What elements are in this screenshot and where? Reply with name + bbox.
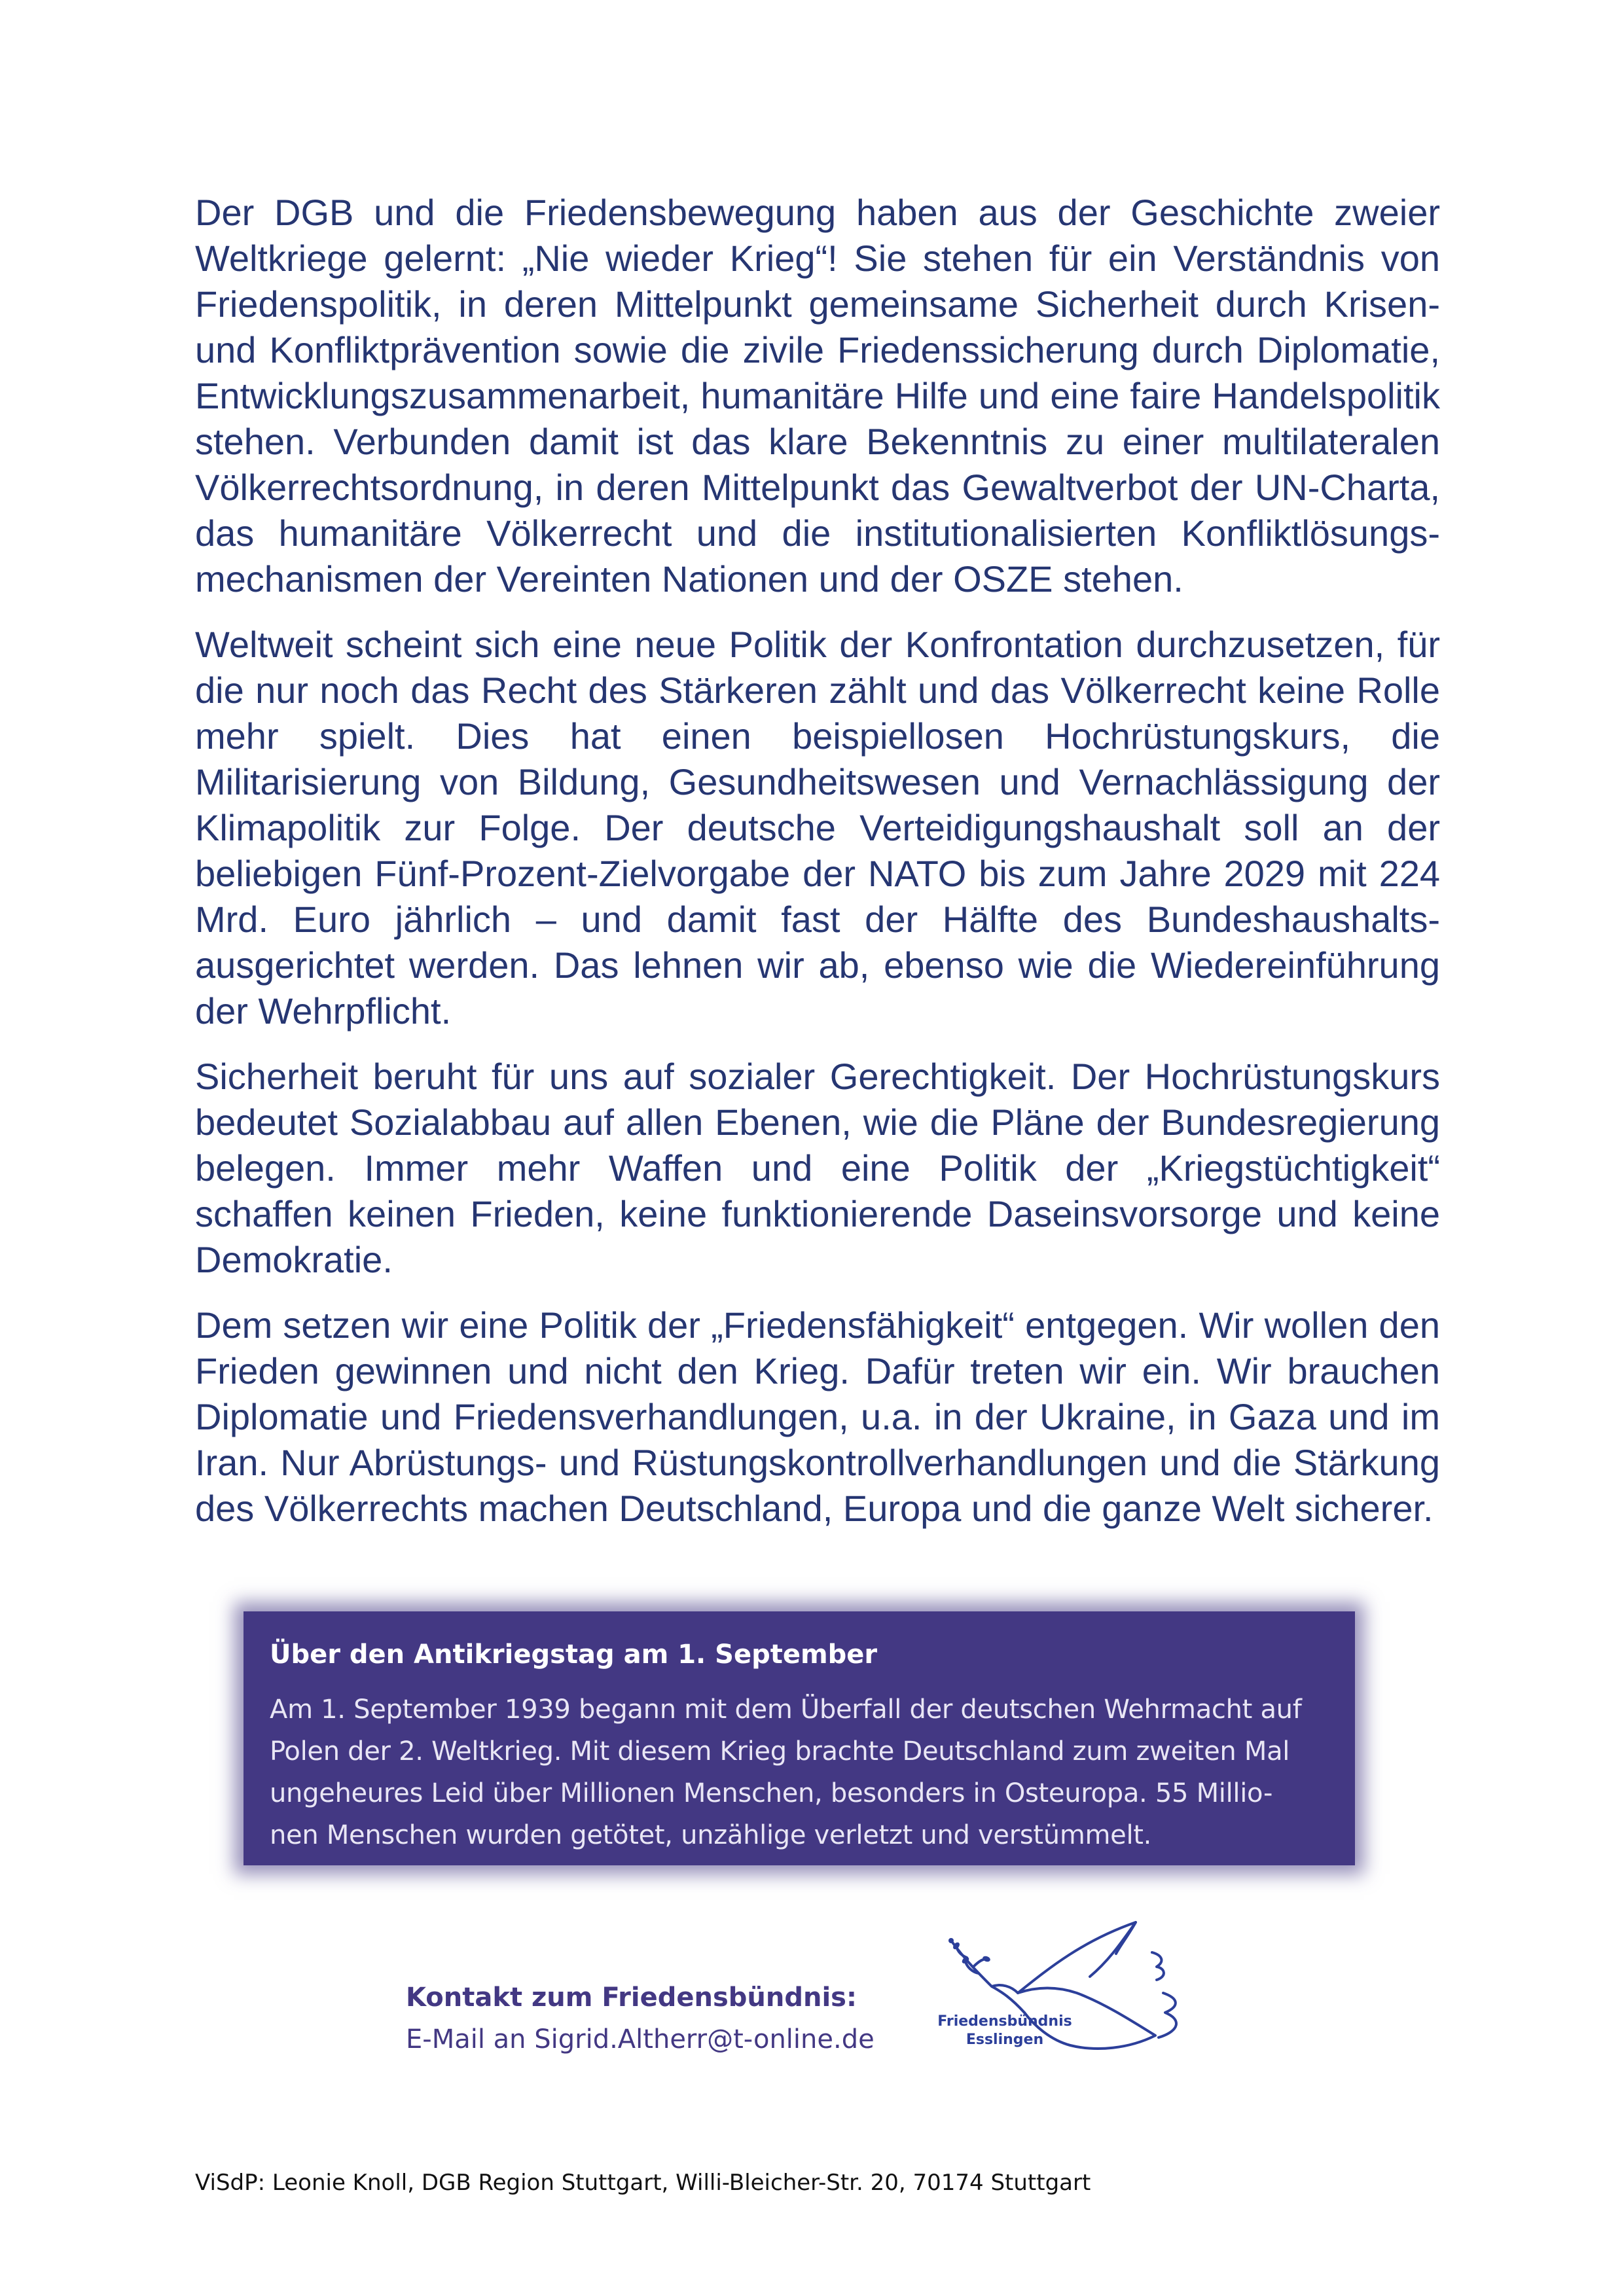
visdp-footer: ViSdP: Leonie Knoll, DGB Region Stuttgart, Willi-Bleicher-Str. 20, 70174 Stuttgart bbox=[195, 2170, 1091, 2196]
info-box-line: ungeheures Leid über Millionen Menschen, besonders in Osteuropa. 55 Millio- bbox=[270, 1778, 1273, 1808]
paragraph-2: Weltweit scheint sich eine neue Politik der Konfrontation durchzusetzen, für die nur noch das Recht des Stärkeren zählt und das Völkerrecht keine Rolle mehr spielt. Dies hat einen beispiellosen Hochrüstungskurs, die Militarisierung von Bildung, Gesundheitswesen und Vernachlässigung der Klimapolitik zur Folge. Der deutsche Verteidigungshaushalt soll an der beliebigen Fünf-Prozent-Zielvorgabe der NATO bis zum Jahre 2029 mit 224 Mrd. Euro jährlich – und damit fast der Hälfte des Bundeshaushalts- ausgerichtet werden. Das lehnen wir ab, ebenso wie die Wiedereinführung der Wehrpflicht. bbox=[195, 624, 1440, 1031]
paragraph-3: Sicherheit beruht für uns auf sozialer Gerechtigkeit. Der Hochrüstungskurs bedeutet Sozialabbau auf allen Ebenen, wie die Pläne der Bundesregierung belegen. Immer mehr Waffen und eine Politik der „Kriegstüchtigkeit“ schaffen keinen Frieden, keine funktionierende Daseinsvorsorge und keine Demokratie. bbox=[195, 1056, 1440, 1280]
paragraph-1: Der DGB und die Friedensbewegung haben aus der Geschichte zweier Weltkriege gelernt: „Nie wieder Krieg“! Sie stehen für ein Verständnis von Friedenspolitik, in deren Mittelpunkt gemeinsame Sicherheit durch Krisen- und Konfliktprävention sowie die zivile Friedenssicherung durch Diplomatie, Entwicklungszusammenarbeit, humanitäre Hilfe und eine faire Handelspolitik stehen. Verbunden damit ist das klare Bekenntnis zu einer multilateralen Völkerrechtsordnung, in deren Mittelpunkt das Gewaltverbot der UN-Charta, das humanitäre Völkerrecht und die institutionalisierten Konfliktlösungsmechanismen der Vereinten Nationen und der OSZE stehen. bbox=[195, 192, 1440, 600]
contact-title: Kontakt zum Friedensbündnis: bbox=[406, 1982, 857, 2013]
logo-line-2: Esslingen bbox=[965, 2032, 1044, 2048]
logo-wordmark bbox=[920, 2013, 1090, 2049]
info-box-title: Über den Antikriegstag am 1. September bbox=[270, 1640, 878, 1670]
contact-email-link[interactable]: E-Mail an Sigrid.Altherr@t-online.de bbox=[406, 2024, 875, 2054]
info-box-text bbox=[270, 1689, 1329, 1856]
contact-block bbox=[406, 1977, 875, 2060]
info-box-line: nen Menschen wurden getötet, unzählige verletzt und verstümmelt. bbox=[270, 1820, 1152, 1850]
friedensbuendnis-logo bbox=[920, 1921, 1208, 2072]
paragraph-4: Dem setzen wir eine Politik der „Friedensfähigkeit“ entgegen. Wir wollen den Frieden gewinnen und nicht den Krieg. Dafür treten wir ein. Wir brauchen Diplomatie und Friedensverhandlungen, u.a. in der Ukraine, in Gaza und im Iran. Nur Abrüstungs- und Rüstungskontrollverhandlungen und die Stärkung des Völkerrechts machen Deutschland, Europa und die ganze Welt sicherer. bbox=[195, 1304, 1440, 1529]
info-box-line: Am 1. September 1939 begann mit dem Überfall der deutschen Wehrmacht auf bbox=[270, 1695, 1302, 1725]
logo-line-1: Friedensbündnis bbox=[937, 2013, 1072, 2030]
info-box-antikriegstag bbox=[244, 1611, 1355, 1865]
info-box-line: Polen der 2. Weltkrieg. Mit diesem Krieg brachte Deutschland zum zweiten Mal bbox=[270, 1736, 1290, 1767]
main-text bbox=[195, 190, 1440, 1551]
